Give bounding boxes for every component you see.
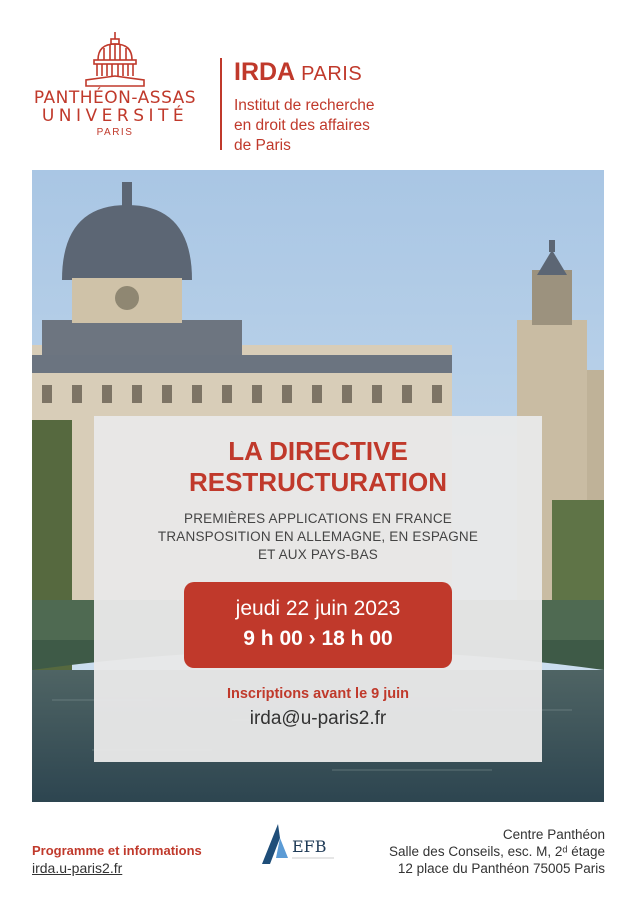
date-box <box>184 582 452 668</box>
event-subtitle-line: PREMIÈRES APPLICATIONS EN FRANCE <box>184 511 452 526</box>
program-info-link[interactable]: irda.u-paris2.fr <box>32 860 123 876</box>
university-logo <box>30 30 200 155</box>
program-info-label: Programme et informations <box>32 843 202 858</box>
event-title-line: RESTRUCTURATION <box>188 467 448 497</box>
event-title <box>94 436 542 498</box>
efb-logo-text: EFB <box>292 837 327 856</box>
institute-name-suffix: PARIS <box>301 63 363 85</box>
event-title-line: LA DIRECTIVE <box>228 436 408 466</box>
pantheon-dome-icon <box>80 30 150 88</box>
address-line: Salle des Conseils, esc. M, 2ᵈ étage <box>389 844 605 859</box>
venue-address <box>389 826 605 877</box>
institute-subtitle-line: Institut de recherche <box>234 97 375 114</box>
registration-deadline: Inscriptions avant le 9 juin <box>226 686 410 702</box>
event-time: 9 h 00 › 18 h 00 <box>243 627 393 650</box>
efb-logo <box>258 820 338 870</box>
institute-subtitle-line: en droit des affaires <box>234 117 370 134</box>
event-subtitle-line: TRANSPOSITION EN ALLEMAGNE, EN ESPAGNE <box>157 529 479 544</box>
address-line: 12 place du Panthéon 75005 Paris <box>397 861 605 876</box>
address-line: Centre Panthéon <box>502 827 605 842</box>
institute-name <box>234 58 374 88</box>
institute-block <box>234 58 374 156</box>
institute-subtitle-line: de Paris <box>234 137 291 154</box>
footer-info <box>32 842 202 877</box>
university-name-line1: PANTHÉON-ASSAS <box>33 88 197 108</box>
institute-name-bold: IRDA <box>234 58 295 86</box>
university-name-line2: UNIVERSITÉ <box>41 106 189 126</box>
header-divider <box>220 58 222 150</box>
event-subtitle-line: ET AUX PAYS-BAS <box>257 547 379 562</box>
event-info-box <box>94 416 542 762</box>
university-name-line3: PARIS <box>96 127 134 138</box>
event-subtitle <box>94 510 542 564</box>
contact-email-link[interactable]: irda@u-paris2.fr <box>249 708 387 729</box>
institute-subtitle <box>234 96 374 156</box>
efb-logo-icon <box>258 820 338 870</box>
event-date: jeudi 22 juin 2023 <box>235 597 401 620</box>
